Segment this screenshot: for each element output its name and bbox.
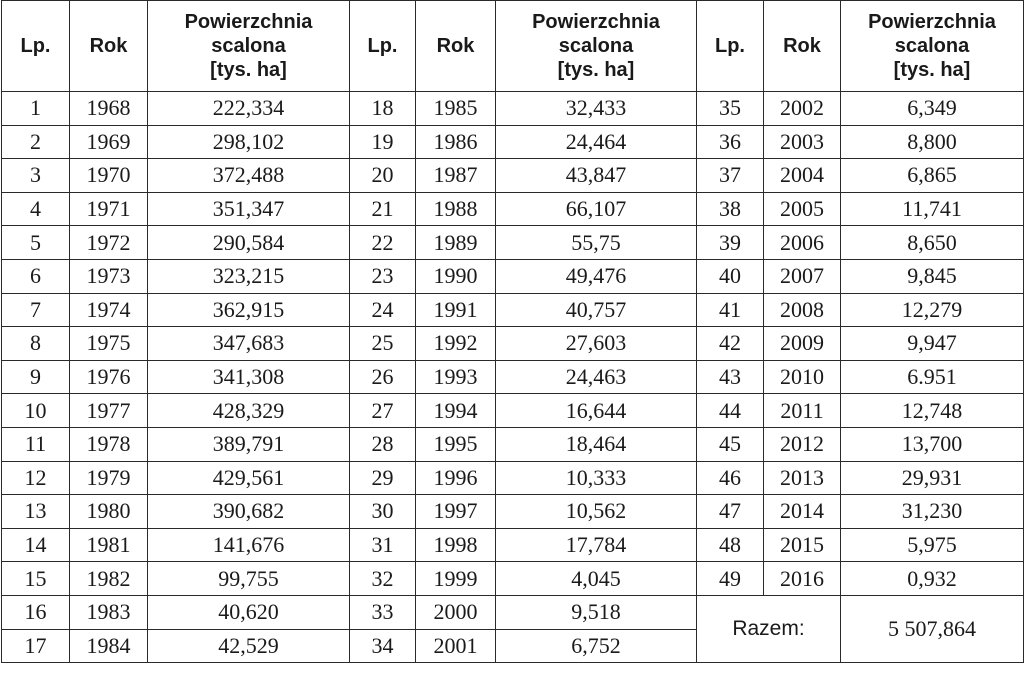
cell-area: 10,562 [496, 495, 697, 529]
cell-area: 6,752 [496, 629, 697, 663]
table-row [2, 528, 1024, 562]
header-rok: Rok [416, 1, 496, 92]
header-rok: Rok [764, 1, 841, 92]
cell-area: 4,045 [496, 562, 697, 596]
cell-lp: 8 [2, 327, 70, 361]
cell-area: 347,683 [148, 327, 350, 361]
cell-lp: 15 [2, 562, 70, 596]
cell-rok: 1972 [70, 226, 148, 260]
cell-area: 40,620 [148, 595, 350, 629]
cell-rok: 1970 [70, 159, 148, 193]
table-row [2, 595, 1024, 629]
cell-area: 17,784 [496, 528, 697, 562]
cell-area: 18,464 [496, 427, 697, 461]
cell-rok: 1989 [416, 226, 496, 260]
cell-area: 8,650 [841, 226, 1024, 260]
cell-area: 362,915 [148, 293, 350, 327]
cell-lp: 20 [350, 159, 416, 193]
cell-lp: 14 [2, 528, 70, 562]
table-row [2, 226, 1024, 260]
cell-rok: 2000 [416, 595, 496, 629]
cell-rok: 1976 [70, 360, 148, 394]
cell-rok: 1987 [416, 159, 496, 193]
cell-area: 27,603 [496, 327, 697, 361]
table-row [2, 192, 1024, 226]
cell-rok: 1998 [416, 528, 496, 562]
cell-area: 55,75 [496, 226, 697, 260]
header-area-line: [tys. ha] [210, 59, 287, 81]
cell-area: 31,230 [841, 495, 1024, 529]
cell-rok: 1985 [416, 92, 496, 126]
cell-rok: 2016 [764, 562, 841, 596]
land-consolidation-table [1, 0, 1024, 663]
header-area-line: scalona [558, 35, 634, 57]
cell-area: 6,865 [841, 159, 1024, 193]
cell-lp: 33 [350, 595, 416, 629]
header-area-line: [tys. ha] [557, 59, 635, 81]
table-row [2, 495, 1024, 529]
cell-area: 5,975 [841, 528, 1024, 562]
cell-lp: 9 [2, 360, 70, 394]
cell-lp: 45 [697, 427, 764, 461]
cell-area: 290,584 [148, 226, 350, 260]
cell-lp: 3 [2, 159, 70, 193]
cell-rok: 2011 [764, 394, 841, 428]
cell-lp: 29 [350, 461, 416, 495]
cell-area: 389,791 [148, 427, 350, 461]
cell-rok: 1974 [70, 293, 148, 327]
header-area [148, 1, 350, 92]
cell-rok: 2012 [764, 427, 841, 461]
cell-lp: 11 [2, 427, 70, 461]
header-area-line: scalona [211, 35, 286, 57]
cell-area: 10,333 [496, 461, 697, 495]
table-row [2, 159, 1024, 193]
cell-rok: 1979 [70, 461, 148, 495]
header-area-line: Powierzchnia [532, 11, 660, 33]
header-lp: Lp. [2, 1, 70, 92]
cell-rok: 2014 [764, 495, 841, 529]
cell-area: 9,845 [841, 259, 1024, 293]
table-row [2, 259, 1024, 293]
cell-lp: 42 [697, 327, 764, 361]
cell-lp: 2 [2, 125, 70, 159]
cell-lp: 27 [350, 394, 416, 428]
cell-rok: 1983 [70, 595, 148, 629]
cell-rok: 1992 [416, 327, 496, 361]
cell-rok: 1986 [416, 125, 496, 159]
cell-lp: 31 [350, 528, 416, 562]
cell-lp: 40 [697, 259, 764, 293]
cell-area: 32,433 [496, 92, 697, 126]
cell-lp: 17 [2, 629, 70, 663]
cell-lp: 39 [697, 226, 764, 260]
cell-lp: 47 [697, 495, 764, 529]
cell-rok: 1996 [416, 461, 496, 495]
cell-area: 42,529 [148, 629, 350, 663]
cell-area: 429,561 [148, 461, 350, 495]
cell-rok: 1988 [416, 192, 496, 226]
table-body [2, 92, 1024, 663]
table-row [2, 427, 1024, 461]
cell-lp: 46 [697, 461, 764, 495]
cell-lp: 43 [697, 360, 764, 394]
cell-area: 29,931 [841, 461, 1024, 495]
table-row [2, 125, 1024, 159]
cell-lp: 36 [697, 125, 764, 159]
cell-rok: 1993 [416, 360, 496, 394]
cell-area: 40,757 [496, 293, 697, 327]
cell-lp: 22 [350, 226, 416, 260]
cell-area: 66,107 [496, 192, 697, 226]
header-row [2, 1, 1024, 92]
cell-lp: 30 [350, 495, 416, 529]
cell-area: 49,476 [496, 259, 697, 293]
cell-rok: 1977 [70, 394, 148, 428]
cell-rok: 2004 [764, 159, 841, 193]
header-lp: Lp. [697, 1, 764, 92]
cell-area: 323,215 [148, 259, 350, 293]
cell-rok: 2015 [764, 528, 841, 562]
cell-lp: 4 [2, 192, 70, 226]
table-row [2, 92, 1024, 126]
cell-lp: 23 [350, 259, 416, 293]
cell-area: 298,102 [148, 125, 350, 159]
table-row [2, 293, 1024, 327]
header-area-line: scalona [894, 35, 970, 57]
cell-area: 390,682 [148, 495, 350, 529]
cell-rok: 2009 [764, 327, 841, 361]
cell-lp: 10 [2, 394, 70, 428]
cell-rok: 2007 [764, 259, 841, 293]
cell-lp: 44 [697, 394, 764, 428]
table-row [2, 394, 1024, 428]
cell-rok: 1994 [416, 394, 496, 428]
cell-rok: 2006 [764, 226, 841, 260]
header-lp: Lp. [350, 1, 416, 92]
total-value: 5 507,864 [841, 595, 1024, 662]
cell-rok: 1990 [416, 259, 496, 293]
cell-rok: 1978 [70, 427, 148, 461]
cell-lp: 5 [2, 226, 70, 260]
cell-rok: 1975 [70, 327, 148, 361]
cell-lp: 13 [2, 495, 70, 529]
cell-rok: 1999 [416, 562, 496, 596]
cell-lp: 19 [350, 125, 416, 159]
cell-rok: 2003 [764, 125, 841, 159]
cell-area: 24,464 [496, 125, 697, 159]
cell-lp: 35 [697, 92, 764, 126]
cell-rok: 2008 [764, 293, 841, 327]
cell-area: 13,700 [841, 427, 1024, 461]
cell-rok: 1984 [70, 629, 148, 663]
cell-rok: 2010 [764, 360, 841, 394]
cell-area: 341,308 [148, 360, 350, 394]
header-area-line: [tys. ha] [893, 59, 971, 81]
cell-lp: 7 [2, 293, 70, 327]
cell-rok: 1991 [416, 293, 496, 327]
cell-area: 12,279 [841, 293, 1024, 327]
total-label: Razem: [697, 595, 841, 662]
cell-area: 12,748 [841, 394, 1024, 428]
cell-lp: 28 [350, 427, 416, 461]
table-row [2, 461, 1024, 495]
cell-rok: 1995 [416, 427, 496, 461]
cell-area: 222,334 [148, 92, 350, 126]
cell-area: 8,800 [841, 125, 1024, 159]
cell-lp: 18 [350, 92, 416, 126]
cell-rok: 2005 [764, 192, 841, 226]
cell-area: 9,947 [841, 327, 1024, 361]
cell-rok: 1969 [70, 125, 148, 159]
cell-area: 24,463 [496, 360, 697, 394]
cell-lp: 37 [697, 159, 764, 193]
cell-rok: 1973 [70, 259, 148, 293]
cell-lp: 24 [350, 293, 416, 327]
table-row [2, 360, 1024, 394]
cell-area: 6.951 [841, 360, 1024, 394]
cell-rok: 1980 [70, 495, 148, 529]
cell-lp: 41 [697, 293, 764, 327]
cell-lp: 32 [350, 562, 416, 596]
cell-area: 9,518 [496, 595, 697, 629]
cell-area: 351,347 [148, 192, 350, 226]
cell-area: 16,644 [496, 394, 697, 428]
cell-lp: 49 [697, 562, 764, 596]
cell-rok: 1982 [70, 562, 148, 596]
header-rok: Rok [70, 1, 148, 92]
cell-rok: 2013 [764, 461, 841, 495]
cell-lp: 16 [2, 595, 70, 629]
cell-area: 0,932 [841, 562, 1024, 596]
cell-lp: 48 [697, 528, 764, 562]
cell-area: 6,349 [841, 92, 1024, 126]
cell-area: 372,488 [148, 159, 350, 193]
cell-lp: 26 [350, 360, 416, 394]
cell-rok: 2002 [764, 92, 841, 126]
cell-rok: 1971 [70, 192, 148, 226]
table-row [2, 562, 1024, 596]
table-row [2, 327, 1024, 361]
cell-lp: 6 [2, 259, 70, 293]
cell-rok: 1968 [70, 92, 148, 126]
cell-lp: 38 [697, 192, 764, 226]
cell-rok: 2001 [416, 629, 496, 663]
cell-area: 141,676 [148, 528, 350, 562]
cell-area: 43,847 [496, 159, 697, 193]
cell-lp: 12 [2, 461, 70, 495]
cell-lp: 1 [2, 92, 70, 126]
cell-lp: 34 [350, 629, 416, 663]
header-area [841, 1, 1024, 92]
cell-rok: 1997 [416, 495, 496, 529]
cell-area: 99,755 [148, 562, 350, 596]
cell-area: 11,741 [841, 192, 1024, 226]
cell-lp: 21 [350, 192, 416, 226]
cell-lp: 25 [350, 327, 416, 361]
cell-area: 428,329 [148, 394, 350, 428]
header-area-line: Powierzchnia [184, 11, 313, 33]
header-area [496, 1, 697, 92]
cell-rok: 1981 [70, 528, 148, 562]
header-area-line: Powierzchnia [868, 11, 996, 33]
